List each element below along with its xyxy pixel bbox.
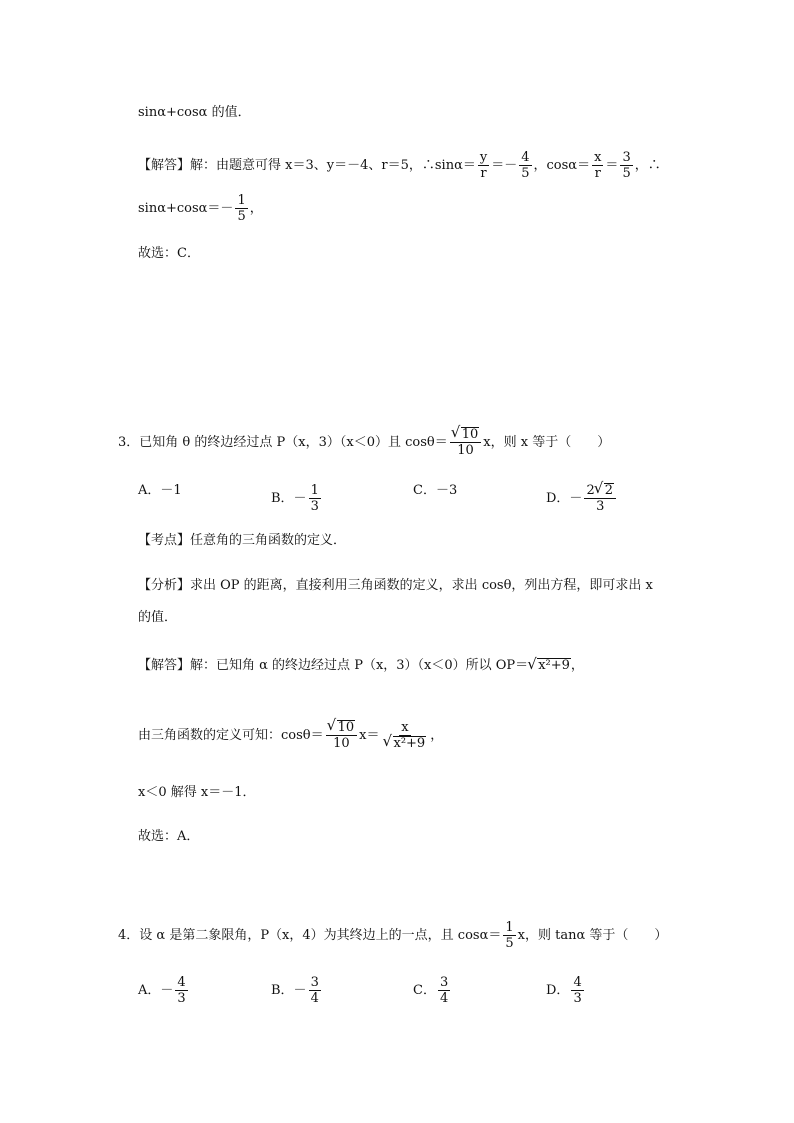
q3-solution-line-3: x＜0 解得 x＝－1． [138, 785, 256, 800]
solution-line-2: 【解答】解：由题意可得 x＝3、y＝－4、r＝5，∴sinα＝ $\frac{y}{r}$ ＝－ $\frac{4}{5}$ ，cosα＝ $\frac{x}{r}$ ＝ $\frac{3}{5}$ ，∴ [138, 150, 661, 181]
sqrt: √ x²+9 [528, 658, 571, 674]
solution-line-1 [138, 105, 251, 121]
text: sinα+cosα 的值． [138, 105, 251, 120]
question-4-option-d: D． $\frac{4}{3}$ [546, 975, 582, 1006]
fraction: √ $\frac{10}{10}$ [450, 427, 482, 458]
text: x＝3、y＝－4、r＝5，∴sinα＝ [285, 158, 476, 173]
question-3-option-d: D．－ $\frac{2√ 2}{3}$ [546, 483, 618, 514]
fraction: $\frac{1}{5}$ [505, 920, 514, 951]
q3-solution-line-4 [138, 829, 199, 845]
question-4-option-b: B．－ $\frac{3}{4}$ [271, 975, 319, 1006]
question-3-option-a: A．－1 [138, 483, 182, 498]
solution-line-4 [138, 246, 200, 262]
question-3-option-b: B．－ $\frac{1}{3}$ [271, 483, 319, 514]
question-3-stem: 3．已知角 θ 的终边经过点 P（x，3）（x＜0）且 cosθ＝ √ $\frac{10}{10}$ x，则 x 等于（ ） [118, 427, 610, 458]
fraction: $\frac{x}{r}$ [594, 150, 602, 181]
fraction: $\frac{4}{3}$ [573, 975, 582, 1006]
fraction: $\frac{1}{3}$ [310, 483, 319, 514]
text: 解：由题意可得 [190, 158, 282, 173]
question-4-option-c: C． $\frac{3}{4}$ [413, 975, 449, 1006]
question-4-option-a: A．－ $\frac{4}{3}$ [138, 975, 186, 1006]
q3-solution-line-1: 【解答】解：已知角 α 的终边经过点 P（x，3）（x＜0）所以 OP＝√ x²+9， [138, 658, 584, 674]
q3-solution-line-2: 由三角函数的定义可知：cosθ＝ √ $\frac{10}{10}$ x＝ x √ x²+9 ， [138, 720, 443, 751]
question-3-option-c: C．－3 [413, 483, 458, 498]
fraction: $\frac{y}{r}$ [479, 150, 488, 181]
fraction: $\frac{1}{5}$ [237, 193, 246, 224]
fraction: $\frac{3}{5}$ [622, 150, 631, 181]
fraction: $\frac{3}{4}$ [439, 975, 449, 1006]
knowledge-point: 【考点】任意角的三角函数的定义． [138, 533, 347, 548]
fraction: $\frac{4}{5}$ [521, 150, 530, 181]
solution-line-3: sinα+cosα＝－ $\frac{1}{5}$ ， [138, 193, 263, 224]
fraction: x √ x²+9 [382, 720, 429, 751]
answer-tag: 【解答】 [138, 158, 191, 173]
answer-choice: 故选：C． [138, 246, 200, 261]
fraction: $\frac{3}{4}$ [310, 975, 319, 1006]
analysis-line-2: 的值． [138, 610, 178, 625]
fraction: $\frac{4}{3}$ [177, 975, 186, 1006]
fraction: $\frac{2√ 2}{3}$ [584, 483, 616, 514]
fraction: √ $\frac{10}{10}$ [326, 720, 358, 751]
question-4-stem: 4．设 α 是第二象限角，P（x，4）为其终边上的一点，且 cosα＝ $\frac{1}{5}$ x，则 tanα 等于（ ） [118, 920, 668, 951]
analysis-line-1: 【分析】求出 OP 的距离，直接利用三角函数的定义，求出 cosθ，列出方程，即可求出 x [138, 578, 653, 593]
answer-choice: 故选：A． [138, 829, 200, 844]
